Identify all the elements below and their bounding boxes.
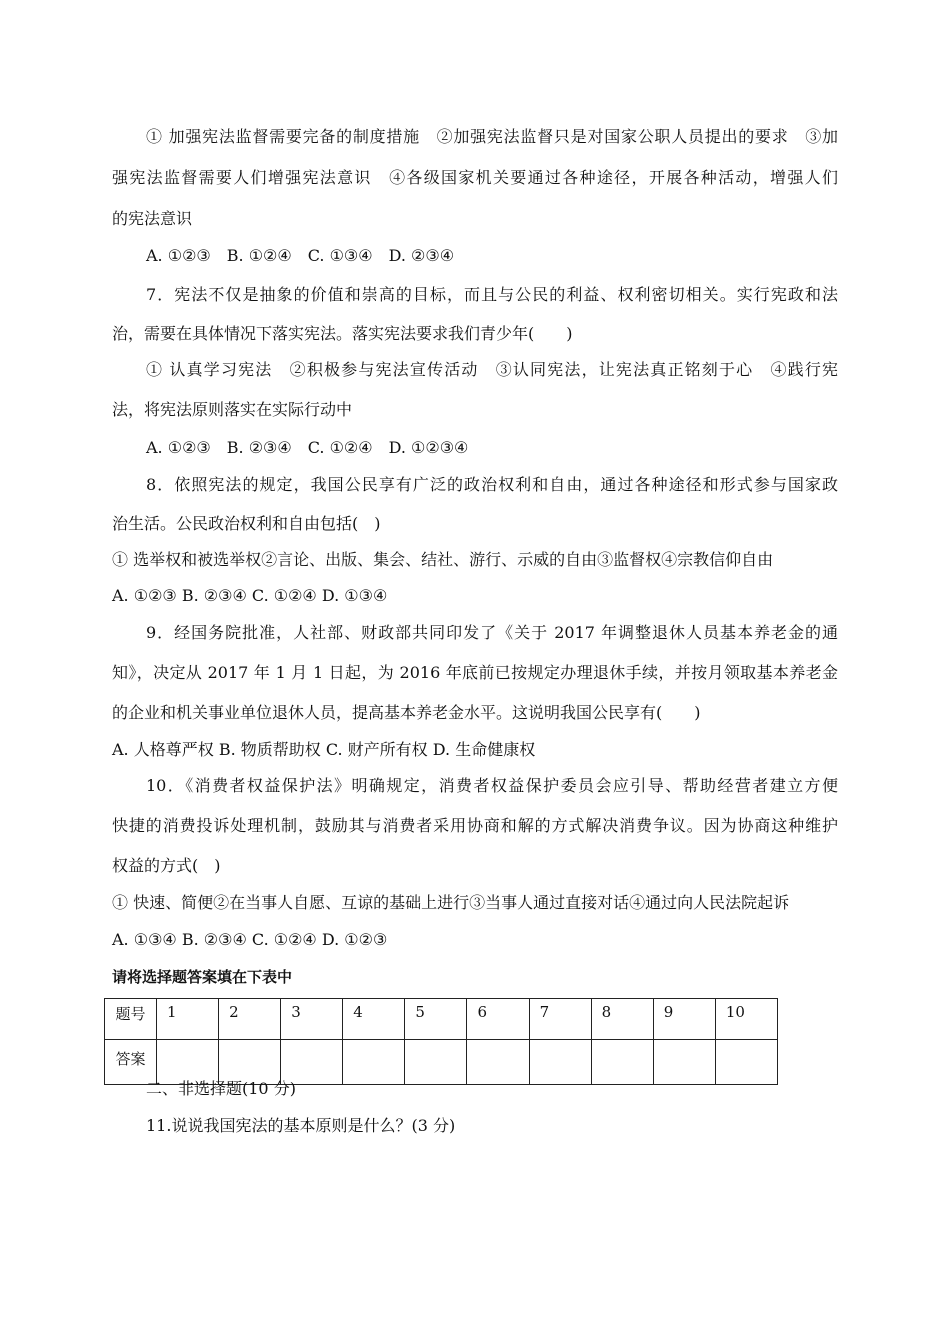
q8-stem-line1: 8．依照宪法的规定，我国公民享有广泛的政治权利和自由，通过各种途径和形式参与国家政 (146, 475, 838, 494)
question-number-cell: 9 (653, 999, 715, 1040)
answer-cell[interactable] (467, 1040, 529, 1085)
answer-table-number-row (105, 999, 778, 1040)
answer-cell[interactable] (157, 1040, 219, 1085)
question-number-cell: 7 (529, 999, 591, 1040)
q7-stem-line1: 7．宪法不仅是抽象的价值和崇高的目标，而且与公民的利益、权利密切相关。实行宪政和法 (146, 285, 838, 304)
q6-options-line3: 的宪法意识 (112, 209, 193, 228)
q10-stem-line1: 10．《消费者权益保护法》明确规定，消费者权益保护委员会应引导、帮助经营者建立方便 (146, 776, 838, 795)
q9-stem-line2: 知》，决定从 2017 年 1 月 1 日起，为 2016 年底前已按规定办理退休手续，并按月领取基本养老金 (112, 663, 838, 682)
q8-options-line1: ① 选举权和被选举权②言论、出版、集会、结社、游行、示威的自由③监督权④宗教信仰自由 (112, 550, 774, 569)
answer-table-answer-row (105, 1040, 778, 1085)
q9-stem-line1: 9．经国务院批准，人社部、财政部共同印发了《关于 2017 年调整退休人员基本养老金的通 (146, 623, 838, 642)
answer-cell[interactable] (715, 1040, 777, 1085)
answer-cell[interactable] (653, 1040, 715, 1085)
q9-choices: A. 人格尊严权 B. 物质帮助权 C. 财产所有权 D. 生命健康权 (112, 740, 536, 759)
answer-cell[interactable] (281, 1040, 343, 1085)
answer-cell[interactable] (343, 1040, 405, 1085)
answer-cell[interactable] (529, 1040, 591, 1085)
q10-choices: A. ①③④ B. ②③④ C. ①②④ D. ①②③ (112, 930, 388, 949)
answer-cell[interactable] (219, 1040, 281, 1085)
answer-cell[interactable] (405, 1040, 467, 1085)
q9-stem-line3: 的企业和机关事业单位退休人员，提高基本养老金水平。这说明我国公民享有( ) (112, 703, 701, 722)
q11-stem: 11.说说我国宪法的基本原则是什么？(3 分) (146, 1116, 456, 1135)
q10-stem-line2: 快捷的消费投诉处理机制，鼓励其与消费者采用协商和解的方式解决消费争议。因为协商这种维护 (112, 816, 838, 835)
q8-stem-line2: 治生活。公民政治权利和自由包括( ) (112, 514, 381, 533)
q10-options-line1: ① 快速、简便②在当事人自愿、互谅的基础上进行③当事人通过直接对话④通过向人民法院起诉 (112, 893, 790, 912)
answer-table (104, 998, 778, 1085)
question-number-cell: 8 (591, 999, 653, 1040)
q7-options-line1: ① 认真学习宪法 ②积极参与宪法宣传活动 ③认同宪法，让宪法真正铭刻于心 ④践行宪 (146, 360, 838, 379)
q6-choices: A. ①②③ B. ①②④ C. ①③④ D. ②③④ (146, 246, 455, 265)
question-number-cell: 1 (157, 999, 219, 1040)
row-label-number: 题号 (105, 999, 157, 1040)
question-number-cell: 6 (467, 999, 529, 1040)
question-number-cell: 2 (219, 999, 281, 1040)
question-number-cell: 10 (715, 999, 777, 1040)
q6-options-line2: 强宪法监督需要人们增强宪法意识 ④各级国家机关要通过各种途径，开展各种活动，增强人们 (112, 168, 838, 187)
section2-title: 二、非选择题(10 分) (146, 1079, 296, 1098)
row-label-answer: 答案 (105, 1040, 157, 1085)
q7-options-line2: 法，将宪法原则落实在实际行动中 (112, 400, 353, 419)
q8-choices: A. ①②③ B. ②③④ C. ①②④ D. ①③④ (112, 586, 388, 605)
answer-table-heading: 请将选择题答案填在下表中 (112, 968, 293, 986)
answer-cell[interactable] (591, 1040, 653, 1085)
question-number-cell: 5 (405, 999, 467, 1040)
q7-stem-line2: 治，需要在具体情况下落实宪法。落实宪法要求我们青少年( ) (112, 324, 573, 343)
question-number-cell: 4 (343, 999, 405, 1040)
q6-options-line1: ① 加强宪法监督需要完备的制度措施 ②加强宪法监督只是对国家公职人员提出的要求 ③加 (146, 127, 838, 146)
q7-choices: A. ①②③ B. ②③④ C. ①②④ D. ①②③④ (146, 438, 469, 457)
question-number-cell: 3 (281, 999, 343, 1040)
q10-stem-line3: 权益的方式( ) (112, 856, 221, 875)
